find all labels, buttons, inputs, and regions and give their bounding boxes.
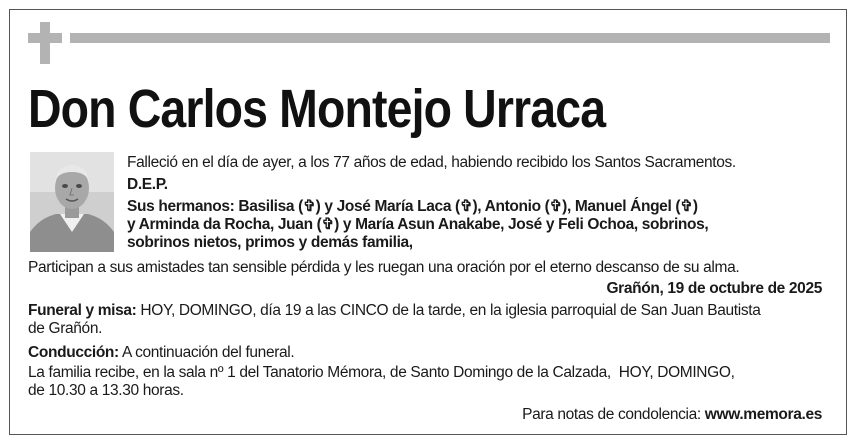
- place-date: Grañón, 19 de octubre de 2025: [606, 280, 822, 297]
- family-line-1: Sus hermanos: Basilisa (✞) y José María Laca (✞), Antonio (✞), Manuel Ángel (✞): [127, 198, 698, 215]
- funeral-line-1: [28, 302, 760, 320]
- funeral-line-2: de Grañón.: [28, 320, 103, 337]
- cross-horizontal-bar: [28, 33, 62, 43]
- conduccion-text: A continuación del funeral.: [118, 344, 295, 361]
- header-rule: [70, 33, 830, 43]
- intro-text: Falleció en el día de ayer, a los 77 años de edad, habiendo recibido los Santos Sacramentos.: [127, 154, 736, 171]
- condolence-line: [522, 406, 822, 424]
- dep-text: D.E.P.: [127, 176, 168, 193]
- conduccion-label: Conducción:: [28, 344, 119, 361]
- condolence-label: Para notas de condolencia:: [522, 406, 705, 423]
- deceased-name: Don Carlos Montejo Urraca: [28, 79, 606, 139]
- participation-text: Participan a sus amistades tan sensible pérdida y les ruegan una oración por el eterno descanso de su alma.: [28, 259, 740, 276]
- conduccion-line: [28, 344, 294, 362]
- portrait-image: [30, 152, 114, 252]
- portrait-photo: [30, 152, 114, 252]
- funeral-text: HOY, DOMINGO, día 19 a las CINCO de la tarde, en la iglesia parroquial de San Juan Bautista: [136, 302, 761, 319]
- funeral-label: Funeral y misa:: [28, 302, 137, 319]
- wake-line-1: La familia recibe, en la sala nº 1 del Tanatorio Mémora, de Santo Domingo de la Calzada, HOY, DOMINGO,: [28, 364, 735, 381]
- family-line-3: sobrinos nietos, primos y demás familia,: [127, 234, 413, 251]
- wake-line-2: de 10.30 a 13.30 horas.: [28, 382, 184, 399]
- cross-vertical-bar: [40, 22, 50, 64]
- family-line-2: y Arminda da Rocha, Juan (✞) y María Asun Anakabe, José y Feli Ochoa, sobrinos,: [127, 216, 709, 233]
- condolence-link[interactable]: www.memora.es: [704, 406, 822, 423]
